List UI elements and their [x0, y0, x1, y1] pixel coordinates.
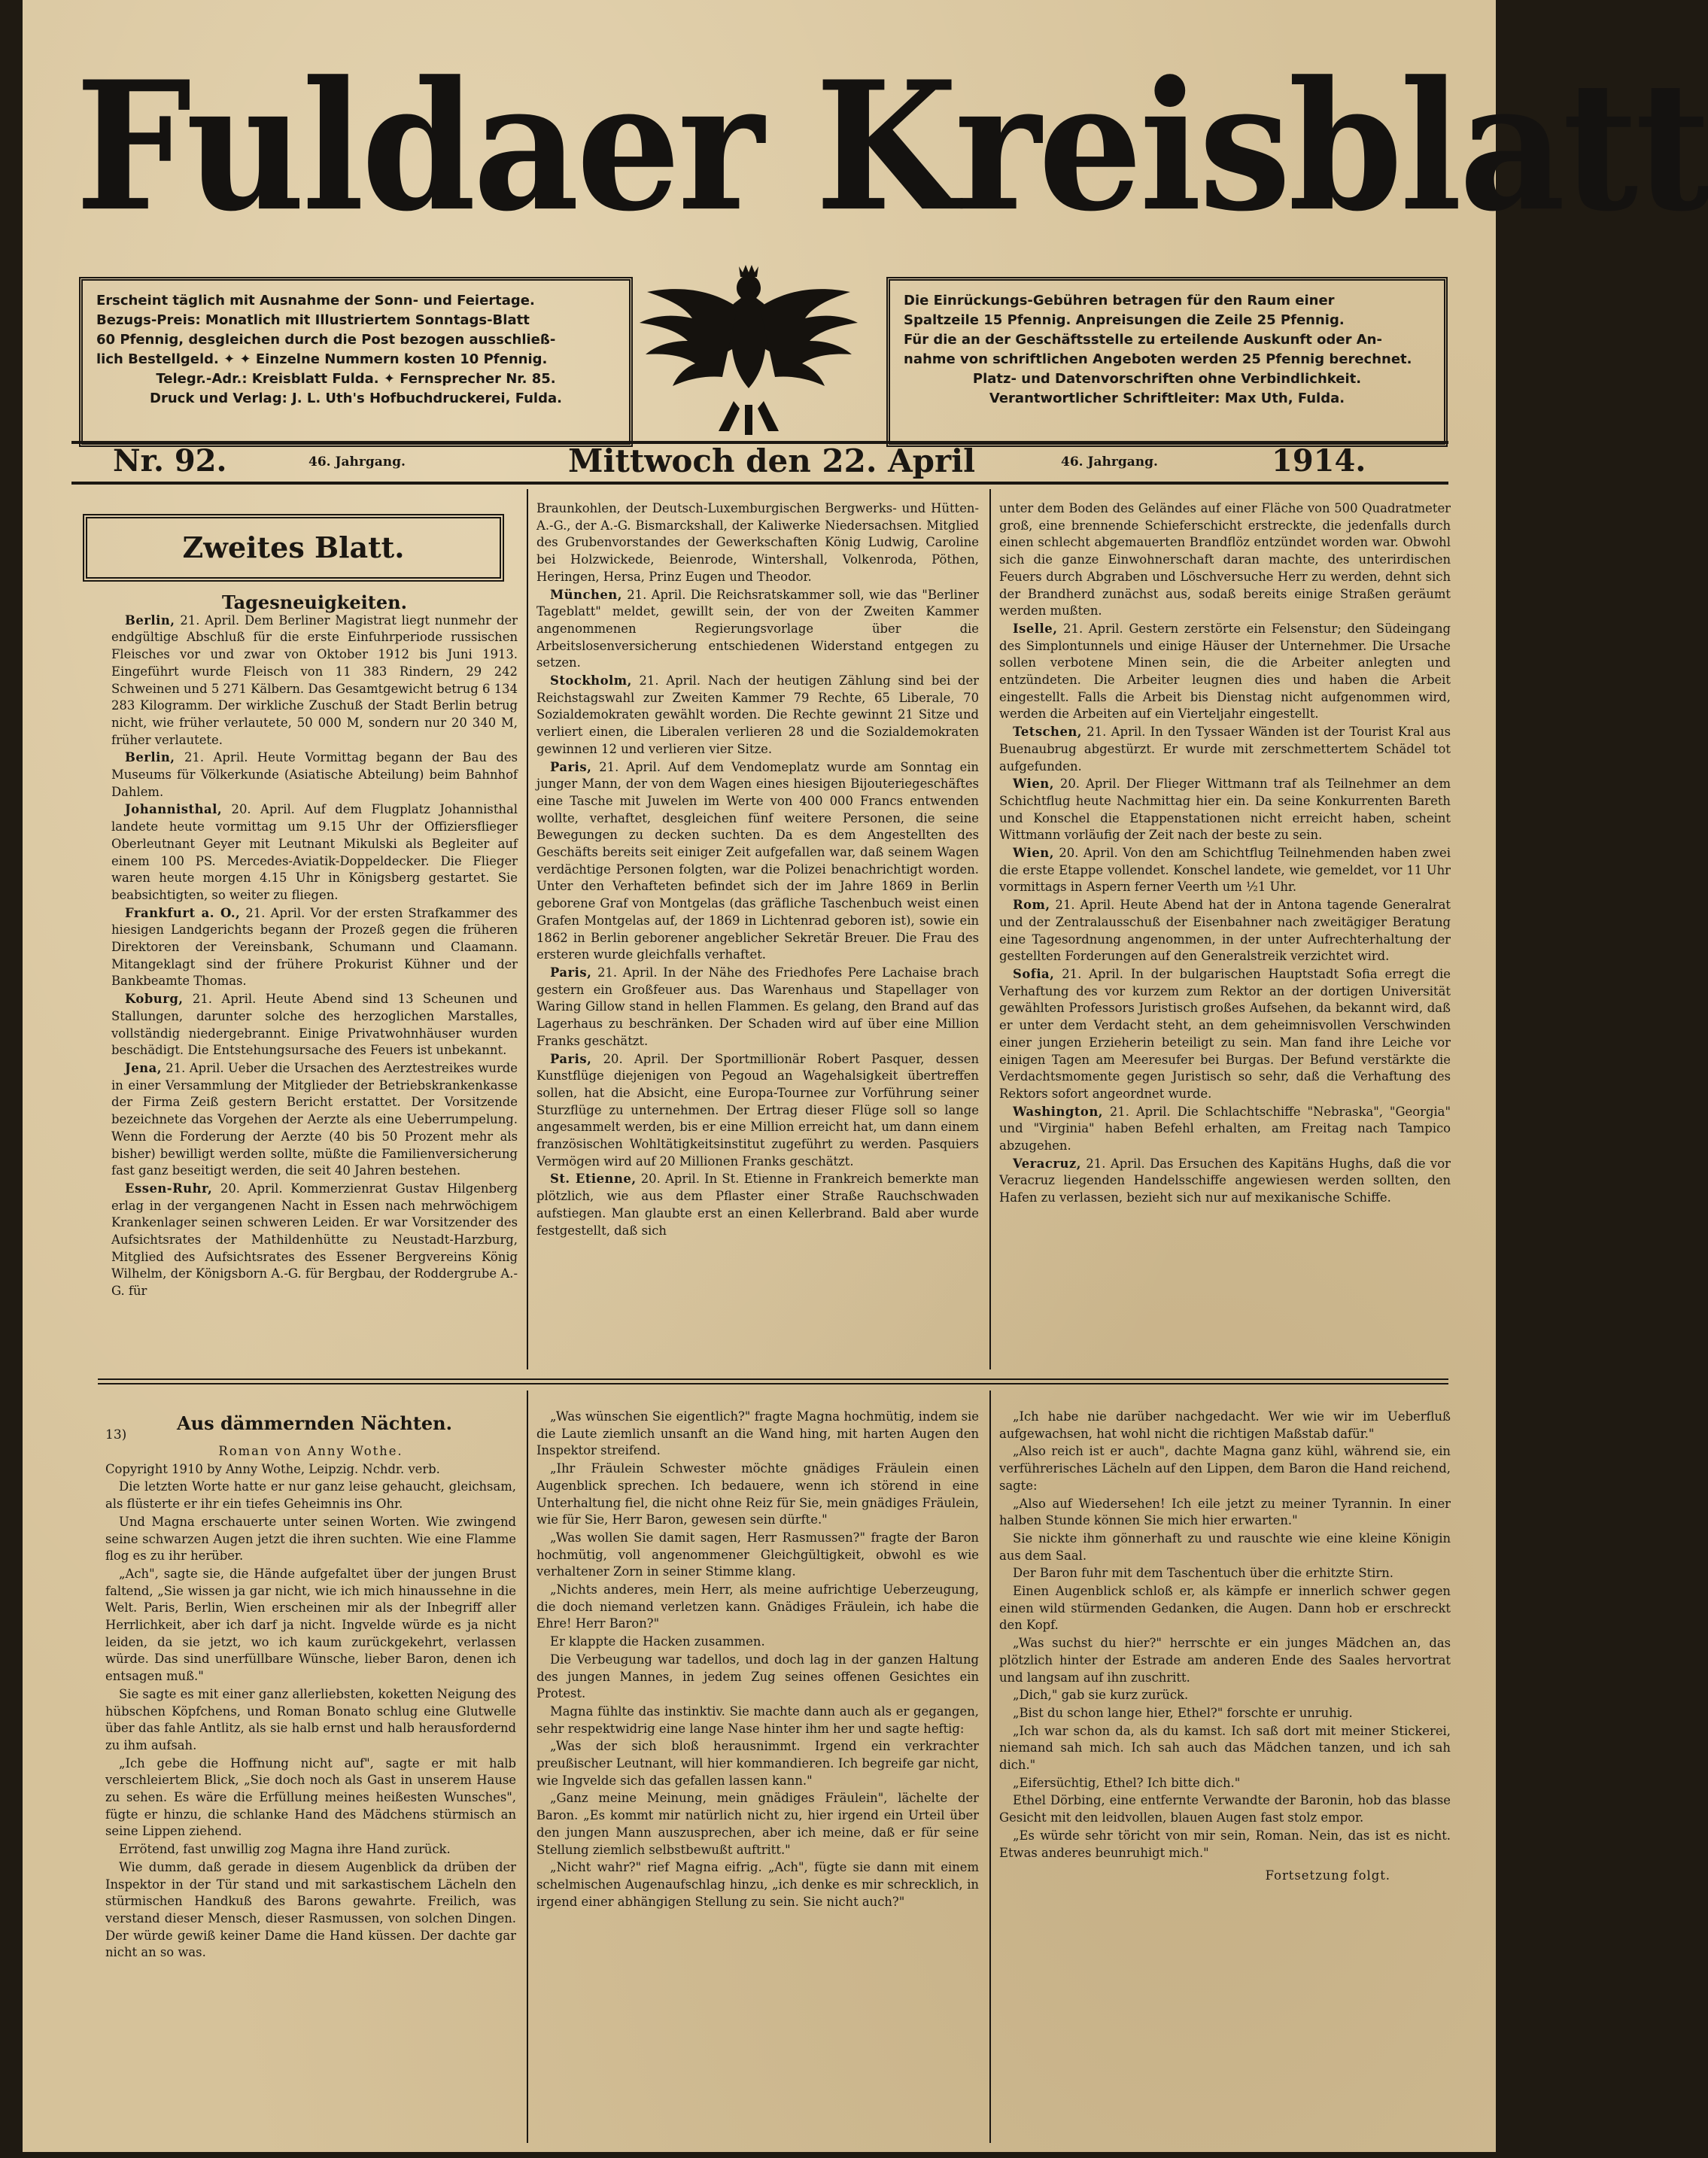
- volume-right: 46. Jahrgang.: [1061, 454, 1158, 470]
- news-dateline: Johannisthal,: [125, 802, 223, 817]
- info-line: Druck und Verlag: J. L. Uth's Hofbuchdruckerei, Fulda.: [150, 391, 562, 406]
- eagle-emblem: [632, 262, 865, 439]
- news-dateline: Rom,: [1013, 898, 1050, 913]
- section-divider: [98, 1383, 1448, 1384]
- serial-paragraph: „Also auf Wiedersehen! Ich eile jetzt zu meiner Tyrannin. In einer halben Stunde können Sie mich hier erwarten.": [999, 1496, 1451, 1528]
- news-item: [999, 845, 1451, 896]
- serial-number: 13): [105, 1427, 127, 1442]
- news-item: [536, 587, 979, 673]
- news-dateline: Paris,: [550, 759, 592, 774]
- news-text: 21. April. Ueber die Ursachen des Aerztestreikes wurde in einer Versammlung der Mitglieder der Betriebskrankenkasse der Firma Zeiß gestern Bericht erstattet. Der Vorsitzende bezeichnete das Vorgehen der Aerzte als eine Ueberrumpelung. Wenn die Forderung der Aerzte (40 bis 50 Prozent mehr als bisher) bewilligt werden sollte, müßte die Familienversicherung fast ganz beseitigt werden, die seit 40 Jahren bestehen.: [111, 1060, 518, 1178]
- serial-column-3: [999, 1409, 1451, 2143]
- news-item: [111, 905, 518, 991]
- news-dateline: Paris,: [550, 965, 592, 980]
- news-item: [999, 1104, 1451, 1155]
- masthead-title: Fuldaer Kreisblatt: [75, 42, 1708, 251]
- serial-continued: Fortsetzung folgt.: [1265, 1868, 1390, 1883]
- serial-paragraph: Sie nickte ihm gönnerhaft zu und rauschte wie eine kleine Königin aus dem Saal.: [999, 1530, 1451, 1563]
- info-line: nahme von schriftlichen Angeboten werden 25 Pfennig berechnet.: [904, 351, 1412, 367]
- serial-paragraph: Wie dumm, daß gerade in diesem Augenblick da drüben der Inspektor in der Tür stand und mit sarkastischem Lächeln den stürmischen Handkuß des Barons gewahrte. Freilich, was verstand dieser Mensch, dieser Rasmussen, von solchen Dingen. Der würde gewiß keiner Dame die Hand küssen. Der dachte gar nicht an so was.: [105, 1859, 516, 1960]
- news-column-1: [111, 591, 518, 1373]
- news-text: 21. April. Heute Abend hat der in Antona tagende Generalrat und der Zentralausschuß der Eisenbahner nach zweitägiger Beratung eine Tagesordnung angenommen, in der unter Aufrechterhaltung der gestellten Forderungen auf den Generalstreik verzichtet wird.: [999, 898, 1451, 964]
- serial-subtitle: Roman von Anny Wothe.: [218, 1444, 403, 1458]
- column-divider: [989, 489, 991, 1369]
- news-dateline: Sofia,: [1013, 966, 1055, 981]
- serial-paragraph: „Bist du schon lange hier, Ethel?" forschte er unruhig.: [1013, 1705, 1353, 1720]
- news-dateline: Veracruz,: [1013, 1156, 1081, 1171]
- serial-paragraph: Der Baron fuhr mit dem Taschentuch über die erhitzte Stirn.: [1013, 1566, 1393, 1581]
- section-label: Zweites Blatt.: [83, 514, 504, 582]
- news-text: 21. April. Heute Abend sind 13 Scheunen und Stallungen, darunter solche des herzoglichen Marstalles, vollständig niedergebrannt. Einige Privatwohnhäuser wurden beschädigt. Die Entstehungsursache des Feuers ist unbekannt.: [111, 992, 518, 1058]
- issue-number: Nr. 92.: [113, 443, 227, 479]
- advertising-info-box: [886, 277, 1448, 447]
- serial-paragraph: „Was wünschen Sie eigentlich?" fragte Magna hochmütig, indem sie die Laute ziemlich unsanft an die Wand hing, mit harten Augen den Inspektor streifend.: [536, 1409, 979, 1458]
- news-dateline: Berlin,: [125, 612, 175, 628]
- news-dateline: Stockholm,: [550, 673, 632, 688]
- news-text: 21. April. Die Schlachtschiffe "Nebraska", "Georgia" und "Virginia" haben Befehl erhalten, am Freitag nach Tampico abzugehen.: [999, 1104, 1451, 1153]
- dateline-bottom-rule: [71, 482, 1448, 485]
- column-divider: [527, 1391, 528, 2143]
- news-dateline: Koburg,: [125, 992, 184, 1007]
- info-line: Die Einrückungs-Gebühren betragen für den Raum einer: [904, 293, 1335, 309]
- news-dateline: Washington,: [1013, 1104, 1103, 1119]
- news-item: [999, 500, 1451, 620]
- serial-column-2: [536, 1409, 979, 2143]
- news-text: 21. April. Heute Vormittag begann der Bau des Museums für Völkerkunde (Asiatische Abteilung) beim Bahnhof Dahlem.: [111, 750, 518, 799]
- section-divider: [98, 1378, 1448, 1380]
- info-line: Spaltzeile 15 Pfennig. Anpreisungen die Zeile 25 Pfennig.: [904, 312, 1345, 328]
- info-line: lich Bestellgeld. ✦ ✦ Einzelne Nummern kosten 10 Pfennig.: [96, 351, 548, 367]
- news-item: [999, 966, 1451, 1103]
- news-text: 20. April. Von den am Schichtflug Teilnehmenden haben zwei die erste Etappe vollendet. Konschel landete, wie gemeldet, vor 11 Uhr vormittags in Aspern ferner Veerth um ½1 Uhr.: [999, 846, 1451, 895]
- serial-paragraph: „Ich habe nie darüber nachgedacht. Wer wie wir im Ueberfluß aufgewachsen, hat wohl nicht die richtigen Maßstab dafür.": [999, 1409, 1451, 1441]
- info-line: Telegr.-Adr.: Kreisblatt Fulda. ✦ Fernsprecher Nr. 85.: [156, 371, 556, 387]
- news-text: 20. April. Der Flieger Wittmann traf als Teilnehmer an dem Schichtflug heute Nachmittag hier ein. Da seine Konkurrenten Bareth und Konschel die Etappenstationen nicht erreicht haben, scheint Wittmann vorläufig der Zeit nach der beste zu sein.: [999, 777, 1451, 843]
- news-text: 21. April. Auf dem Vendomeplatz wurde am Sonntag ein junger Mann, der von dem Wagen eines hiesigen Bijouteriegeschäftes eine Tasche mit Juwelen im Werte von 400 000 Francs entwenden wollte, verhaftet, desgleichen fünf weitere Personen, die seine Bewegungen zu decken suchten. Da es dem Angestellten des Geschäfts bereits seit einiger Zeit aufgefallen war, daß seinem Wagen verdächtige Personen folgten, war die Polizei benachrichtigt worden. Unter den Verhafteten befindet sich der im Jahre 1869 in Berlin geborene Graf von Montgelas (das gräfliche Taschenbuch weist einen Grafen Montgelas auf, der 1869 in Lichtenrad geboren ist), sowie ein 1862 in Berlin geborener angeblicher Sekretär Breuer. Die Frau des ersteren wurde gleichfalls verhaftet.: [536, 759, 979, 962]
- serial-paragraph: „Nicht wahr?" rief Magna eifrig. „Ach", fügte sie dann mit einem schelmischen Augenaufschlag hinzu, „ich denke es mir schrecklich, in irgend einer abhängigen Stellung zu sein. Sie nicht auch?": [536, 1860, 979, 1909]
- subscription-info-box: [79, 277, 633, 447]
- news-text: 21. April. In der Nähe des Friedhofes Pere Lachaise brach gestern ein Großfeuer aus. Das Warenhaus und Stapellager von Waring Gillow stand in hellen Flammen. Es gelang, den Brand auf das Lagerhaus zu beschränken. Der Schaden wird auf über eine Million Franks geschätzt.: [536, 965, 979, 1048]
- serial-paragraph: „Ach", sagte sie, die Hände aufgefaltet über der jungen Brust faltend, „Sie wissen ja gar nicht, wie ich mich hinaussehne in die Welt. Paris, Berlin, Wien erscheinen mir als der Inbegriff aller Herrlichkeit, aber ich darf ja nicht. Ingvelde würde es ja nicht leiden, da sie jetzt, wo ich kaum zurückgekehrt, verlassen würde. Das sind unerfüllbare Wünsche, lieber Baron, denen ich entsagen muß.": [105, 1566, 516, 1684]
- serial-paragraph: Einen Augenblick schloß er, als kämpfe er innerlich schwer gegen einen wild stürmenden Gedanken, die Augen. Dann hob er erschreckt den Kopf.: [999, 1584, 1451, 1633]
- news-dateline: München,: [550, 587, 622, 602]
- serial-paragraph: „Nichts anderes, mein Herr, als meine aufrichtige Ueberzeugung, die doch niemand verletzen kann. Gnädiges Fräulein, ich habe die Ehre! Herr Baron?": [536, 1582, 979, 1631]
- news-text: 20. April. Der Sportmillionär Robert Pasquer, dessen Kunstflüge diejenigen von Pegoud an Wagehalsigkeit übertreffen sollen, hat die Absicht, eine Europa-Tournee zur Vorführung seiner Sturzflüge zu unternehmen. Der Ertrag dieser Flüge soll so lange angesammelt werden, bis er eine Million erreicht hat, um dann einem französischen Wohltätigkeitsinstitut zugeführt zu werden. Pasquiers Vermögen wird auf 20 Millionen Franks geschätzt.: [536, 1051, 979, 1169]
- news-dateline: Frankfurt a. O.,: [125, 905, 241, 920]
- serial-paragraph: „Es würde sehr töricht von mir sein, Roman. Nein, das ist es nicht. Etwas anderes beunruhigt mich.": [999, 1828, 1451, 1860]
- serial-paragraph: Ethel Dörbing, eine entfernte Verwandte der Baronin, hob das blasse Gesicht mit den leidvollen, blauen Augen fast stolz empor.: [999, 1793, 1451, 1825]
- column-divider: [527, 489, 528, 1369]
- info-line: Platz- und Datenvorschriften ohne Verbindlichkeit.: [972, 371, 1362, 387]
- serial-paragraph: „Eifersüchtig, Ethel? Ich bitte dich.": [1013, 1775, 1241, 1790]
- news-heading: Tagesneuigkeiten.: [222, 591, 407, 613]
- serial-column-1: [105, 1443, 516, 2143]
- news-dateline: St. Etienne,: [550, 1172, 637, 1187]
- news-item: [111, 1181, 518, 1300]
- news-item: [111, 991, 518, 1059]
- news-text: 21. April. Das Ersuchen des Kapitäns Hughs, daß die vor Veracruz liegenden Handelsschiffe angewiesen werden sollten, den Hafen zu verlassen, bezieht sich nur auf mexikanische Schiffe.: [999, 1156, 1451, 1205]
- news-item: [111, 1060, 518, 1180]
- news-text: 21. April. Nach der heutigen Zählung sind bei der Reichstagswahl zur Zweiten Kammer 79 Rechte, 65 Liberale, 70 Sozialdemokraten gewählt worden. Die Rechte gewinnt 21 Sitze und verliert einen, die Liberalen verlieren 28 und die Sozialdemokraten gewinnen 12 und verlieren vier Sitze.: [536, 673, 979, 756]
- news-dateline: Berlin,: [125, 750, 175, 765]
- news-item: [111, 801, 518, 904]
- serial-paragraph: „Ich war schon da, als du kamst. Ich saß dort mit meiner Stickerei, niemand sah mich. Ich sah auch das Mädchen tanzen, und ich sah dich.": [999, 1723, 1451, 1773]
- news-item: [536, 1051, 979, 1171]
- serial-paragraph: „Ihr Fräulein Schwester möchte gnädiges Fräulein einen Augenblick sprechen. Ich bedauere, wenn ich störend in eine Unterhaltung fiel, die nicht ohne Reiz für Sie, mein gnädiges Fräulein, wie für Sie, Herr Baron, gewesen sein dürfte.": [536, 1461, 979, 1527]
- newspaper-page: [23, 0, 1708, 2152]
- news-item: [999, 1156, 1451, 1207]
- news-text: 21. April. Die Reichsratskammer soll, wie das "Berliner Tageblatt" meldet, gewillt sein, der von der Zweiten Kammer angenommenen Regierungsvorlage über die Arbeitslosenversicherung entschiedenen Widerstand entgegen zu setzen.: [536, 587, 979, 670]
- serial-paragraph: „Dich," gab sie kurz zurück.: [1013, 1688, 1189, 1703]
- news-text: 21. April. Vor der ersten Strafkammer des hiesigen Landgerichts begann der Prozeß gegen die früheren Direktoren der Vereinsbank, Schumann und Claamann. Mitangeklagt sind der frühere Prokurist Kühner und der Bankbeamte Thomas.: [111, 905, 518, 989]
- news-dateline: Wien,: [1013, 777, 1054, 792]
- serial-paragraph: Die Verbeugung war tadellos, und doch lag in der ganzen Haltung des jungen Mannes, in jedem Zug seines offenen Gesichtes ein Protest.: [536, 1652, 979, 1701]
- news-text: Braunkohlen, der Deutsch-Luxemburgischen Bergwerks- und Hütten-A.-G., der A.-G. Bismarckshall, der Kaliwerke Niedersachsen. Mitglied des Grubenvorstandes der Gewerkschaften König Ludwig, Caroline bei Holzwickede, Beienrode, Wintershall, Volkenroda, Pöthen, Heringen, Hersa, Prinz Eugen und Theodor.: [536, 501, 979, 584]
- serial-paragraph: „Was wollen Sie damit sagen, Herr Rasmussen?" fragte der Baron hochmütig, voll angenommener Gleichgültigkeit, obwohl es wie verhaltener Zorn in seiner Stimme klang.: [536, 1530, 979, 1579]
- news-item: [536, 759, 979, 964]
- news-item: [111, 612, 518, 749]
- serial-title: Aus dämmernden Nächten.: [177, 1412, 452, 1434]
- news-text: unter dem Boden des Geländes auf einer Fläche von 500 Quadratmeter groß, eine brennende Schieferschicht erstreckte, die jedenfalls durch einen schlecht abgemauerten Brandflöz entzündet worden war. Obwohl sich die ganze Einwohnerschaft daran machte, des unterirdischen Feuers durch Abgraben und Löschversuche Herr zu werden, dehnt sich der Brandherd zunächst aus, sodaß bereits einige Straßen geräumt werden mußten.: [999, 501, 1451, 619]
- serial-paragraph: „Ganz meine Meinung, mein gnädiges Fräulein", lächelte der Baron. „Es kommt mir natürlich nicht zu, hier irgend ein Urteil über den jungen Mann auszusprechen, aber ich meine, daß er für seine Stellung ziemlich selbstbewußt auftritt.": [536, 1791, 979, 1857]
- serial-paragraph: „Was der sich bloß herausnimmt. Irgend ein verkrachter preußischer Leutnant, will hier kommandieren. Ich begreife gar nicht, wie Ingvelde sich das gefallen lassen kann.": [536, 1739, 979, 1788]
- serial-paragraph: Sie sagte es mit einer ganz allerliebsten, koketten Neigung des hübschen Köpfchens, und Roman Bonato schlug eine Glutwelle über das fahle Antlitz, als sie halb ernst und halb herausfordernd zu ihm aufsah.: [105, 1686, 516, 1752]
- news-dateline: Wien,: [1013, 846, 1054, 861]
- serial-paragraph: Er klappte die Hacken zusammen.: [550, 1634, 765, 1649]
- news-item: [536, 500, 979, 586]
- serial-copyright: Copyright 1910 by Anny Wothe, Leipzig. Nchdr. verb.: [105, 1461, 440, 1476]
- info-line: 60 Pfennig, desgleichen durch die Post bezogen ausschließ-: [96, 332, 556, 348]
- issue-date: Mittwoch den 22. April: [568, 442, 976, 479]
- news-item: [999, 621, 1451, 723]
- info-line: Erscheint täglich mit Ausnahme der Sonn- und Feiertage.: [96, 293, 535, 309]
- info-line: Verantwortlicher Schriftleiter: Max Uth, Fulda.: [989, 391, 1345, 406]
- news-text: 20. April. Auf dem Flugplatz Johannisthal landete heute vormittag um 9.15 Uhr der Offiziersflieger Oberleutnant Geyer mit Leutnant Mikulski als Begleiter auf einem 100 PS. Mercedes-Aviatik-Doppeldecker. Die Flieger waren heute morgen 4.15 Uhr in Königsberg gestartet. Sie beabsichtigten, so weiter zu fliegen.: [111, 802, 518, 902]
- serial-paragraph: Die letzten Worte hatte er nur ganz leise gehaucht, gleichsam, als flüsterte er ihr ein tiefes Geheimnis ins Ohr.: [105, 1479, 516, 1512]
- news-item: [536, 1171, 979, 1239]
- news-text: 20. April. In St. Etienne in Frankreich bemerkte man plötzlich, wie aus dem Pflaster einer Straße Rauchschwaden aufstiegen. Man glaubte erst an einen Kellerbrand. Bald aber wurde festgestellt, daß sich: [536, 1172, 979, 1238]
- serial-paragraph: „Was suchst du hier?" herrschte er ein junges Mädchen an, das plötzlich hinter der Estrade am anderen Ende des Saales hervortrat und langsam auf ihn zuschritt.: [999, 1636, 1451, 1685]
- news-item: [999, 897, 1451, 965]
- column-divider: [989, 1391, 991, 2143]
- news-text: 21. April. Gestern zerstörte ein Felsenstur; den Südeingang des Simplontunnels und einige Häuser der Unternehmer. Die Ursache sollen verbotene Minen sein, die die Arbeiter anlegten und entzündeten. Die Arbeiter leugnen dies und haben die Arbeit eingestellt. Falls die Arbeit bis Dienstag nicht aufgenommen wird, werden die Arbeiten auf ein Vierteljahr eingestellt.: [999, 621, 1451, 722]
- news-item: [999, 724, 1451, 775]
- news-text: 21. April. Dem Berliner Magistrat liegt nunmehr der endgültige Abschluß für die erste Einfuhrperiode russischen Fleisches vor und zwar von Oktober 1912 bis Juni 1913. Eingeführt wurde Fleisch von 11 383 Rindern, 29 242 Schweinen und 5 271 Kälbern. Das Gesamtgewicht betrug 6 134 283 Kilogramm. Der wirkliche Zuschuß der Stadt Berlin betrug nicht, wie früher verlautete, 50 000 M, sondern nur 20 340 M, früher verlautete.: [111, 612, 518, 747]
- news-dateline: Essen-Ruhr,: [125, 1181, 213, 1196]
- news-item: [999, 776, 1451, 844]
- issue-year: 1914.: [1272, 443, 1366, 479]
- news-text: 21. April. In den Tyssaer Wänden ist der Tourist Kral aus Buenaubrug abgestürzt. Er wurde mit zerschmettertem Schädel tot aufgefunden.: [999, 725, 1451, 774]
- news-dateline: Iselle,: [1013, 621, 1058, 636]
- news-dateline: Tetschen,: [1013, 725, 1082, 740]
- info-line: Für die an der Geschäftsstelle zu erteilende Auskunft oder An-: [904, 332, 1382, 348]
- news-item: [536, 673, 979, 758]
- news-text: 20. April. Kommerzienrat Gustav Hilgenberg erlag in der vergangenen Nacht in Essen nach mehrwöchigem Krankenlager seinen schweren Leiden. Er war Vorsitzender des Aufsichtsrates der Mathildenhütte zu Neustadt-Harzburg, Mitglied des Aufsichtsrates des Essener Bergvereins König Wilhelm, der Königsborn A.-G. für Bergbau, der Roddergrube A.-G. für: [111, 1181, 518, 1299]
- serial-paragraph: Und Magna erschauerte unter seinen Worten. Wie zwingend seine schwarzen Augen jetzt die ihren suchten. Wie eine Flamme flog es zu ihr herüber.: [105, 1514, 516, 1564]
- info-line: Bezugs-Preis: Monatlich mit Illustriertem Sonntags-Blatt: [96, 312, 530, 328]
- news-column-2: [536, 500, 979, 1373]
- serial-paragraph: „Also reich ist er auch", dachte Magna ganz kühl, während sie, ein verführerisches Lächeln auf den Lippen, dem Baron die Hand reichend, sagte:: [999, 1444, 1451, 1493]
- serial-paragraph: „Ich gebe die Hoffnung nicht auf", sagte er mit halb verschleiertem Blick, „Sie doch noch als Gast in unserem Hause zu sehen. Es wäre die Erfüllung meines heißesten Wunsches", fügte er hinzu, die schlanke Hand des Mädchens stürmisch an seine Lippen ziehend.: [105, 1755, 516, 1839]
- news-dateline: Paris,: [550, 1051, 592, 1066]
- news-column-3: [999, 500, 1451, 1373]
- serial-paragraph: Errötend, fast unwillig zog Magna ihre Hand zurück.: [119, 1842, 451, 1857]
- serial-paragraph: Magna fühlte das instinktiv. Sie machte dann auch als er gegangen, sehr respektwidrig eine lange Nase hinter ihm her und sagte heftig:: [536, 1704, 979, 1736]
- news-item: [111, 749, 518, 801]
- volume-left: 46. Jahrgang.: [308, 454, 406, 470]
- news-text: 21. April. In der bulgarischen Hauptstadt Sofia erregt die Verhaftung des vor kurzem zum Rektor an der dortigen Universität gewählten Professors Juristisch großes Aufsehen, da bekannt wird, daß er unter dem Verdacht steht, an dem geheimnisvollen Verschwinden einer jungen Erzieherin beteiligt zu sein. Man fand ihre Leiche vor einigen Tagen am Meeresufer bei Burgas. Der Befund verstärkte die Verdachtsmomente gegen Juristisch so sehr, daß die Verhaftung des Rektors sofort angeordnet wurde.: [999, 966, 1451, 1101]
- news-item: [536, 965, 979, 1050]
- news-dateline: Jena,: [125, 1060, 162, 1075]
